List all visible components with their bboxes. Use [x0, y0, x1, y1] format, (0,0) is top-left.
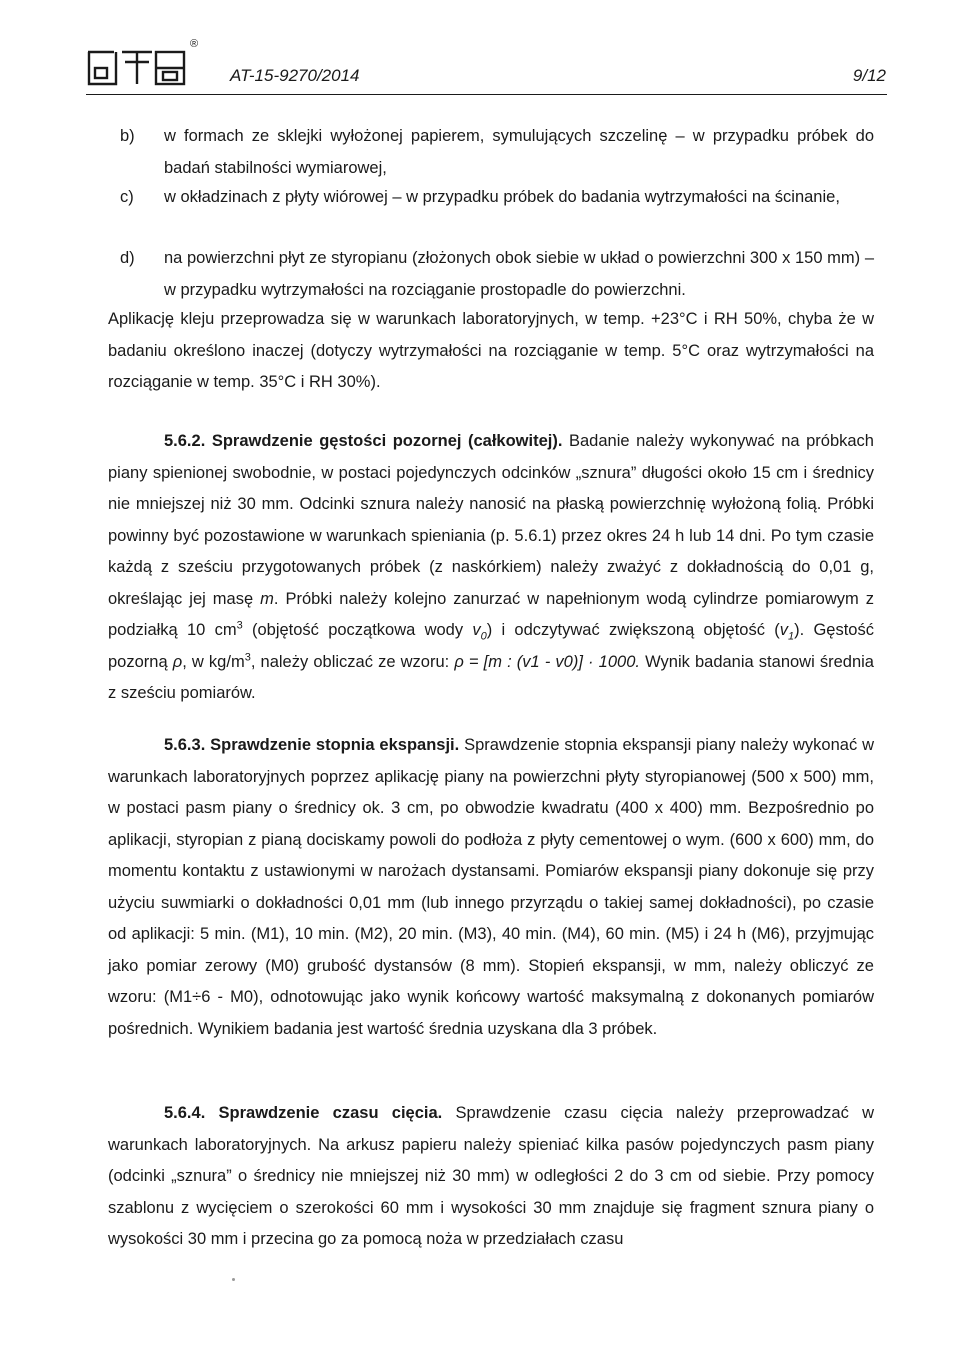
density-formula: ρ = [m : (v1 - v0)] · 1000. — [454, 652, 640, 671]
section-5-6-2-text: Badanie należy wykonywać na próbkach piany spienionej swobodnie, w postaci pojedynczych odcinków „sznura” długości około 15 cm i średnicy nie mniejszej niż 30 mm. Odcinki sznura należy nanosić na płaską powierzchnię wyłożoną folią. Próbki powinny być pozostawione w warunkach spieniania (p. 5.6.1) przez okres 24 h lub 14 dni. Po tym czasie każdą z sześciu przygotowanych próbek (z naskórkiem) należy zważyć z dokładnością do 0,01 g, określając jej masę — [108, 432, 874, 608]
section-5-6-4-text: Sprawdzenie czasu cięcia należy przeprowadzać w warunkach laboratoryjnych. Na arkusz papieru należy spieniać kilka pasów pojedynczych pasm piany (odcinki „sznura” o średnicy nie mniejszej niż 30 mm) w odległości 2 do 3 cm od siebie. Przy pomocy szablonu z wycięciem o szerokości 60 mm i wysokości 30 mm znajduje się fragment sznura piany o wysokości 30 mm i przecina go za pomocą noża w przedziałach czasu — [108, 1104, 874, 1248]
v1-subscript: 1 — [788, 630, 795, 643]
list-item-d: na powierzchni płyt ze styropianu (złożonych obok siebie w układ o powierzchni 300 x 150 mm) – w przypadku wytrzymałości na rozciąganie prostopadle do powierzchni. — [164, 249, 874, 299]
section-5-6-2-text-4: ) i odczytywać zwiększoną objętość ( — [486, 621, 780, 639]
registered-mark: ® — [190, 38, 199, 50]
section-5-6-2-text-6: , w kg/m — [182, 652, 245, 671]
document-id: AT-15-9270/2014 — [230, 66, 360, 85]
cubic-superscript-2: 3 — [244, 651, 251, 663]
section-5-6-2-text-7: , należy obliczać ze wzoru: — [250, 652, 455, 671]
application-paragraph: Aplikację kleju przeprowadza się w warunkach laboratoryjnych, w temp. +23°C i RH 50%, chyba że w badaniu określono inaczej (dotyczy wytrzymałości na rozciąganie w temp. 5°C oraz wytrzymałości na rozciąganie w temp. 35°C i RH 30%). — [108, 310, 874, 391]
section-5-6-2-text-5: ). Gęstość pozorną — [108, 621, 874, 671]
list-label-b: b) — [120, 127, 135, 145]
section-5-6-2-text-8: Wynik badania stanowi średnia z sześciu pomiarów. — [108, 652, 874, 702]
section-5-6-2-heading: 5.6.2. Sprawdzenie gęstości pozornej (całkowitej). — [164, 432, 563, 450]
list-label-d: d) — [120, 249, 135, 267]
section-5-6-2-text-3: (objętość początkowa wody — [242, 621, 473, 639]
cubic-superscript: 3 — [236, 619, 243, 632]
itb-logo — [86, 48, 198, 88]
section-5-6-4 — [108, 1098, 874, 1256]
v1-symbol: v — [779, 621, 788, 639]
page-number: 9/12 — [852, 66, 886, 85]
v0-symbol: v — [472, 621, 481, 639]
v0-subscript: 0 — [480, 630, 487, 643]
mass-symbol: m — [260, 589, 274, 608]
section-5-6-4-heading: 5.6.4. Sprawdzenie czasu cięcia. — [164, 1104, 443, 1122]
list-item-c: w okładzinach z płyty wiórowej – w przypadku próbek do badania wytrzymałości na ścinanie, — [164, 188, 840, 206]
section-5-6-3-heading: 5.6.3. Sprawdzenie stopnia ekspansji. — [164, 736, 460, 754]
page-header — [86, 40, 886, 96]
list-item-b: w formach ze sklejki wyłożonej papierem, symulujących szczelinę – w przypadku próbek do badań stabilności wymiarowej, — [164, 127, 874, 177]
section-5-6-2-text-2: . Próbki należy kolejno zanurzać w napełnionym wodą cylindrze pomiarowym z podziałką 10 cm — [108, 589, 875, 639]
list-label-c: c) — [120, 188, 134, 206]
section-5-6-3-text: Sprawdzenie stopnia ekspansji piany należy wykonać w warunkach laboratoryjnych poprzez aplikację piany na powierzchni płyty styropianowej (500 x 500) mm, w postaci pasm piany o średnicy ok. 3 cm, po obwodzie kwadratu (400 x 400) mm. Bezpośrednio po aplikacji, styropian z pianą dociskamy powoli do podłoża z płyty cementowej o wym. (600 x 600) mm, do momentu kontaktu z ustawionymi w narożach dystansami. Pomiarów ekspansji piany dokonuje się przy użyciu suwmiarki o dokładności 0,01 mm (lub innego przyrządu o takiej samej dokładności), po czasie od aplikacji: 5 min. (M1), 10 min. (M2), 20 min. (M3), 40 min. (M4), 60 min. (M5) i 24 h (M6), przyjmując jako pomiar zerowy (M0) grubość dystansów (8 mm). Stopień ekspansji, w mm, należy obliczyć ze wzoru: (M1÷6 - M0), odnotowując jako wynik końcowy wartość maksymalną z dokonanych pomiarów pośrednich. Wynikiem badania jest wartość średnia uzyskana dla 3 próbek. — [108, 736, 874, 1038]
header-rule — [86, 94, 887, 95]
density-symbol: ρ — [172, 652, 183, 671]
section-5-6-3 — [108, 730, 874, 1045]
scan-speck — [232, 1278, 235, 1281]
section-5-6-2 — [108, 426, 874, 710]
